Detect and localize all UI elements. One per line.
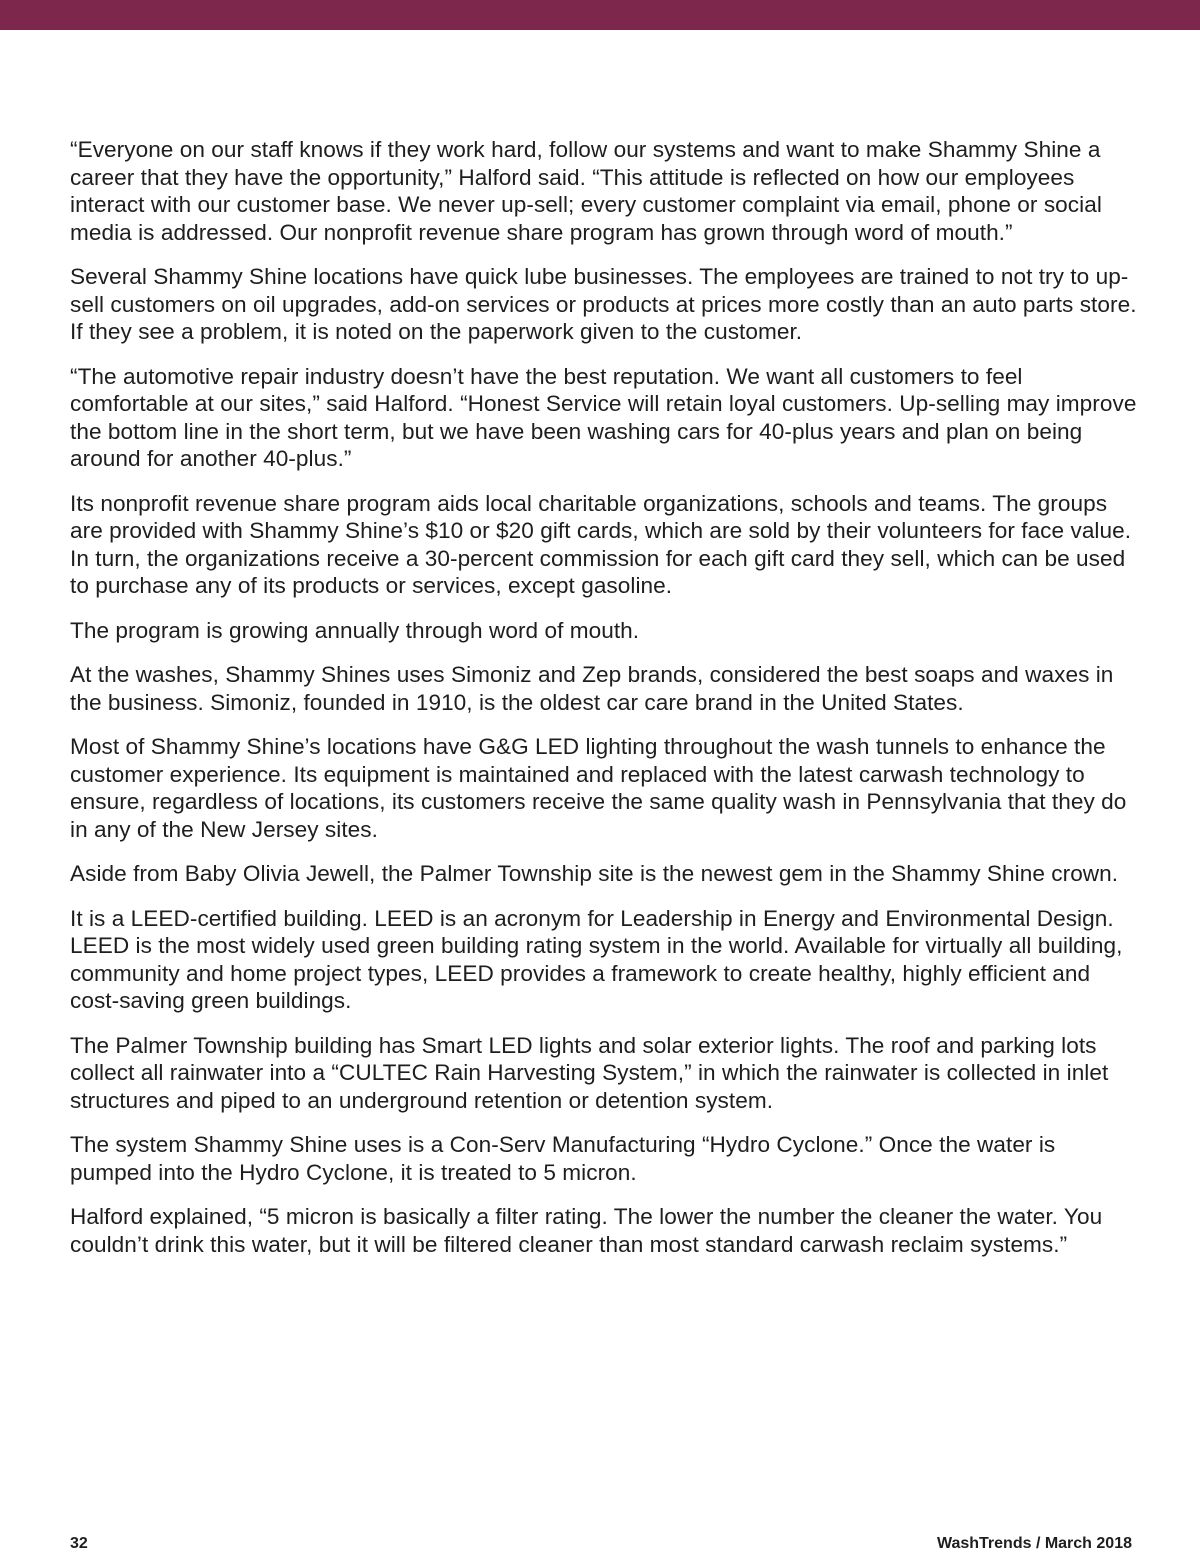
article-paragraph: Halford explained, “5 micron is basically a filter rating. The lower the number the cleaner the water. You couldn’t drink this water, but it will be filtered cleaner than most standard carwash reclaim systems.” — [70, 1204, 1103, 1257]
article-paragraph: The Palmer Township building has Smart LED lights and solar exterior lights. The roof and parking lots collect all rainwater into a “CULTEC Rain Harvesting System,” in which the rainwater is collected in inlet structures and piped to an underground retention or detention system. — [70, 1032, 1109, 1113]
article-paragraph: It is a LEED-certified building. LEED is an acronym for Leadership in Energy and Environmental Design. LEED is the most widely used green building rating system in the world. Available for virtually all building, community and home project types, LEED provides a framework to create healthy, highly efficient and cost-saving green buildings. — [70, 905, 1123, 1013]
publication-issue: WashTrends / March 2018 — [936, 1535, 1132, 1552]
article-paragraph: “The automotive repair industry doesn’t have the best reputation. We want all customers to feel comfortable at our sites,” said Halford. “Honest Service will retain loyal customers. Up-selling may improve the bottom line in the short term, but we have been washing cars for 40-plus years and plan on being around for another 40-plus.” — [70, 363, 1137, 471]
page-number: 32 — [70, 1535, 88, 1552]
article-paragraph: Aside from Baby Olivia Jewell, the Palmer Township site is the newest gem in the Shammy Shine crown. — [70, 861, 1119, 886]
article-paragraph: Several Shammy Shine locations have quick lube businesses. The employees are trained to not try to up-sell customers on oil upgrades, add-on services or products at prices more costly than an auto parts store. If they see a problem, it is noted on the paperwork given to the customer. — [70, 264, 1137, 344]
article-paragraph: “Everyone on our staff knows if they work hard, follow our systems and want to make Shammy Shine a career that they have the opportunity,” Halford said. “This attitude is reflected on how our employees interact with our customer base. We never up-sell; every customer complaint via email, phone or social media is addressed. Our nonprofit revenue share program has grown through word of mouth.” — [70, 137, 1102, 245]
article-body — [70, 136, 1140, 1275]
article-paragraph: The program is growing annually through word of mouth. — [70, 617, 640, 643]
article-paragraph: Most of Shammy Shine’s locations have G&G LED lighting throughout the wash tunnels to enhance the customer experience. Its equipment is maintained and replaced with the latest carwash technology to ensure, regardless of locations, its customers receive the same quality wash in Pennsylvania that they do in any of the New Jersey sites. — [70, 734, 1127, 842]
article-paragraph: Its nonprofit revenue share program aids local charitable organizations, schools and teams. The groups are provided with Shammy Shine’s $10 or $20 gift cards, which are sold by their volunteers for face value. In turn, the organizations receive a 30-percent commission for each gift card they sell, which can be used to purchase any of its products or services, except gasoline. — [70, 490, 1132, 598]
page-footer — [70, 1535, 1132, 1559]
header-accent-bar — [0, 0, 1200, 30]
article-paragraph: The system Shammy Shine uses is a Con-Serv Manufacturing “Hydro Cyclone.” Once the water is pumped into the Hydro Cyclone, it is treated to 5 micron. — [70, 1132, 1056, 1185]
article-paragraph: At the washes, Shammy Shines uses Simoniz and Zep brands, considered the best soaps and waxes in the business. Simoniz, founded in 1910, is the oldest car care brand in the United States. — [70, 662, 1114, 715]
